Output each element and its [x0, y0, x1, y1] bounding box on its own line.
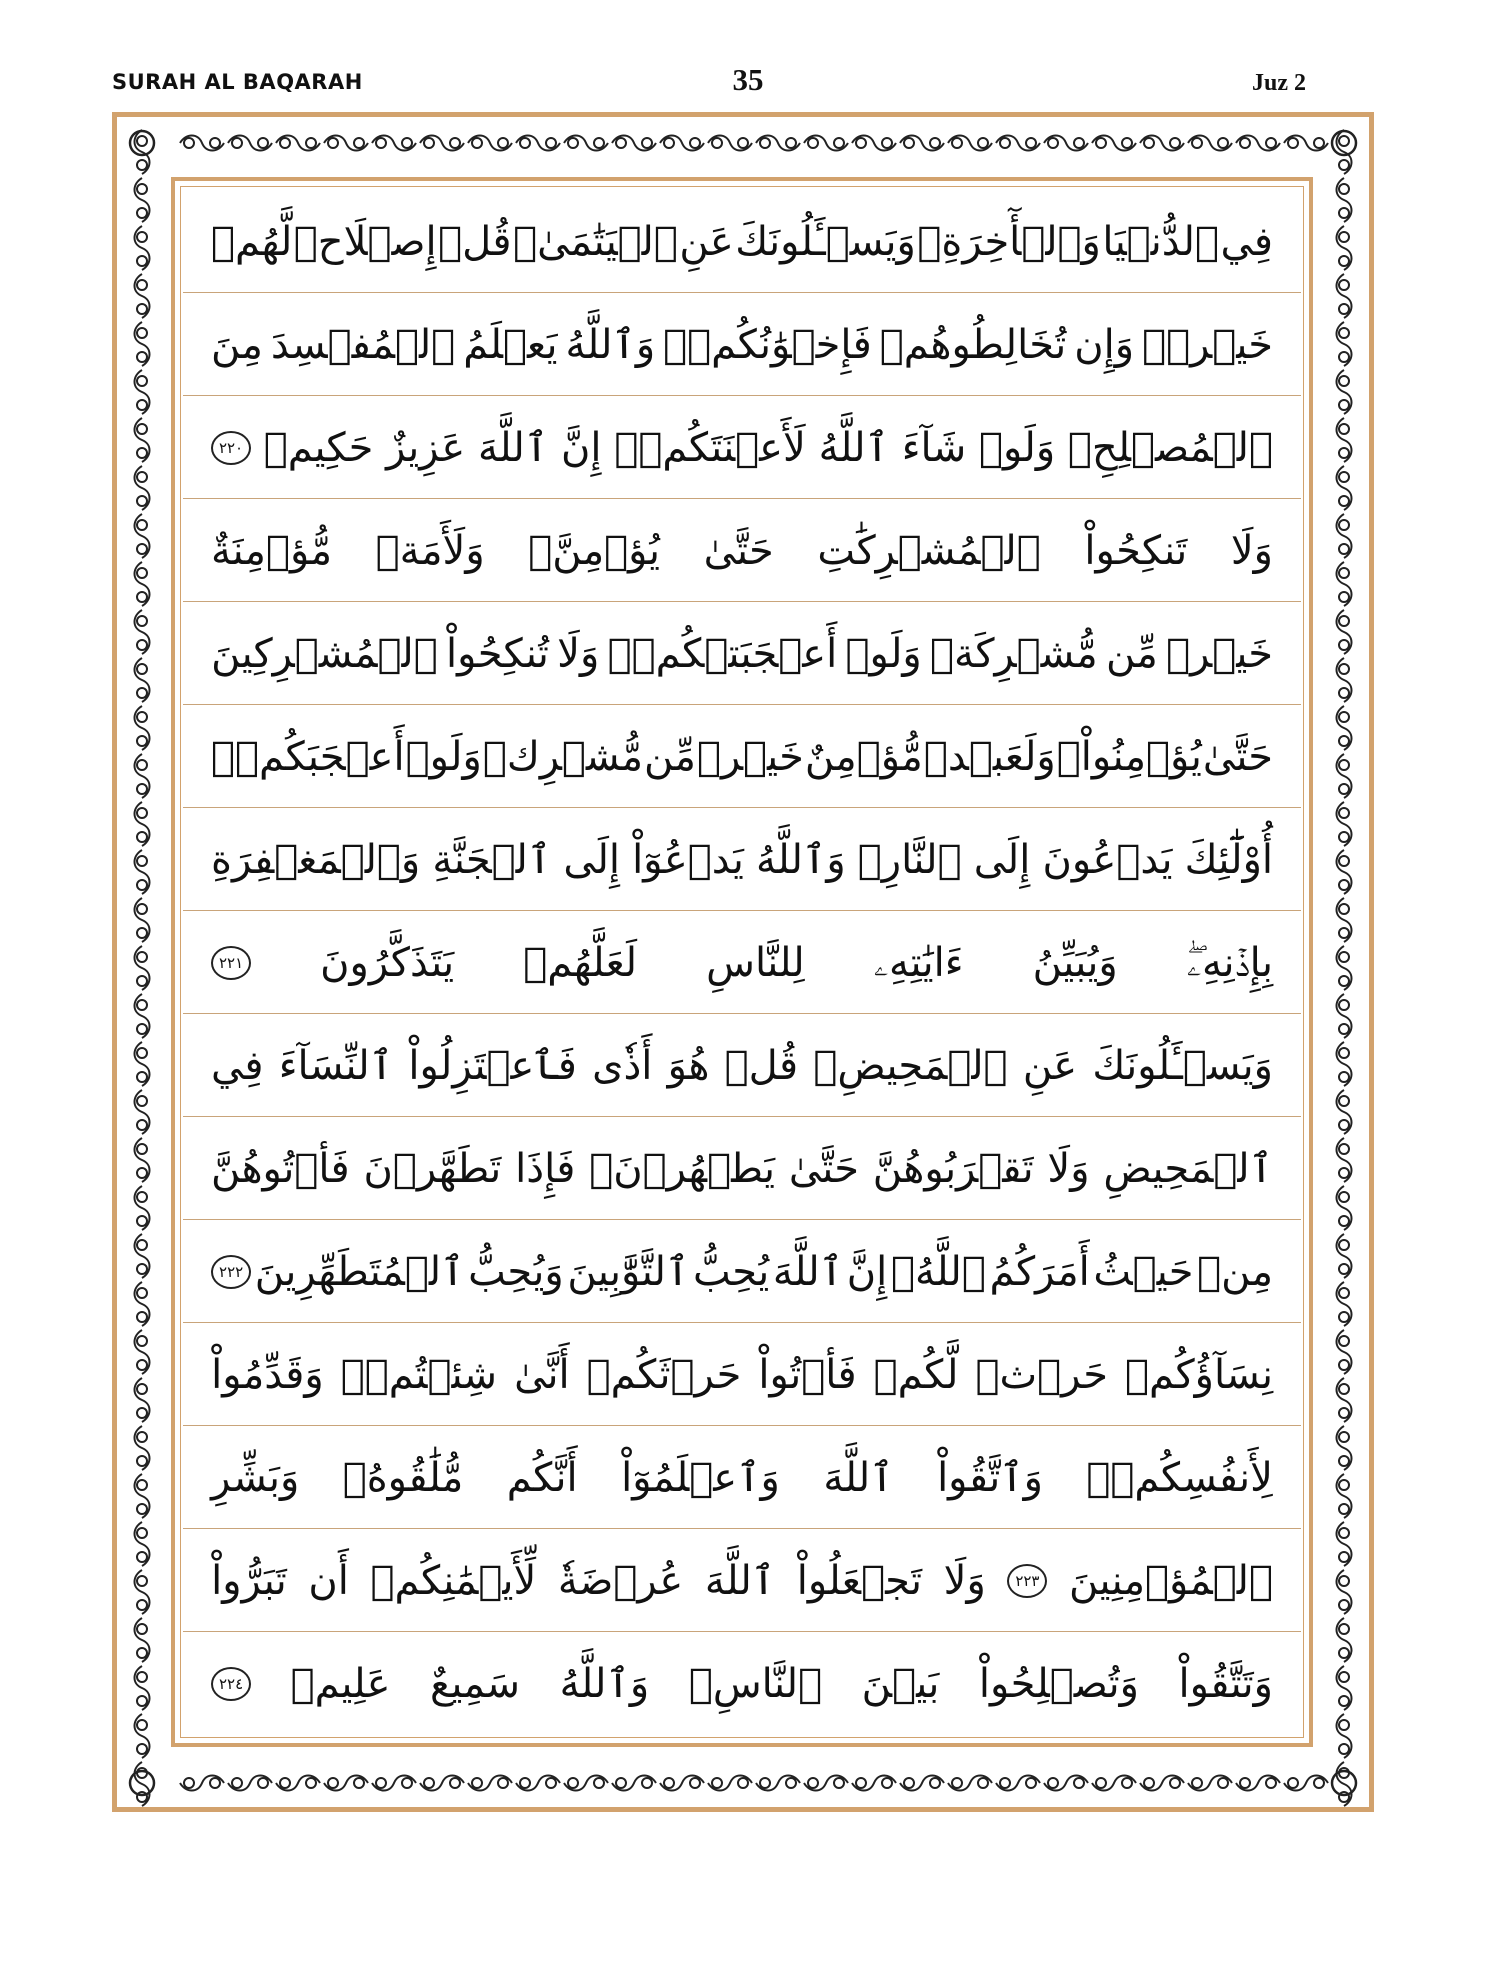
word: ٱلۡمُصۡلِحِۚ	[1067, 424, 1273, 471]
ornament-motif	[708, 1776, 752, 1791]
ornament-motif	[852, 136, 896, 151]
ornament-motif	[1337, 1762, 1352, 1806]
ornament-motif	[135, 370, 150, 414]
ornament-motif	[996, 1776, 1040, 1791]
left-border-ornament	[135, 130, 150, 1806]
word: حَتَّىٰ	[788, 1145, 859, 1192]
ornament-motif	[135, 754, 150, 798]
word: لِأَنفُسِكُمۡۚ	[1086, 1454, 1273, 1501]
ornament-motif	[1284, 1776, 1328, 1791]
ornament-motif	[1337, 1714, 1352, 1758]
ornament-motif	[852, 1776, 896, 1791]
ornament-motif	[1337, 850, 1352, 894]
word: مِنۡ	[1197, 1248, 1273, 1295]
ornament-motif	[1140, 136, 1184, 151]
ornament-motif	[1284, 136, 1328, 151]
word: لِّأَيۡمَٰنِكُمۡ	[370, 1557, 537, 1604]
word: ٱللَّهَ	[477, 424, 549, 471]
word: وَلَوۡ	[845, 630, 922, 677]
ornament-motif	[135, 1762, 150, 1806]
word: بَيۡنَ	[861, 1660, 940, 1707]
ornament-motif	[756, 1776, 800, 1791]
ornament-motif	[276, 136, 320, 151]
ornament-motif	[1337, 466, 1352, 510]
ornament-motif	[1337, 994, 1352, 1038]
ornament-motif	[180, 1776, 224, 1791]
word: عَنِ	[1022, 1042, 1078, 1089]
text-line	[183, 1323, 1301, 1426]
word: مُّشۡرِكٖ	[482, 733, 643, 780]
ornament-motif	[135, 562, 150, 606]
word: قُلۡ	[724, 1042, 799, 1089]
word: ٱللَّهُ	[818, 424, 889, 471]
word: وَلَأَمَةٞ	[375, 527, 485, 574]
ornament-motif	[1092, 1776, 1136, 1791]
word: ٱلۡمَحِيضِ	[1103, 1145, 1273, 1192]
word: حَكِيمٞ	[263, 424, 374, 471]
word: يُؤۡمِنَّۚ	[528, 527, 660, 574]
ornament-motif	[135, 1522, 150, 1566]
word: وَٱللَّهُ	[756, 836, 846, 883]
word: وَلَا	[557, 630, 600, 677]
ornament-motif	[1337, 1426, 1352, 1470]
word: وَلَا	[1230, 527, 1273, 574]
ornament-motif	[1337, 1618, 1352, 1662]
word: ٱلۡمُؤۡمِنِينَ	[1068, 1557, 1273, 1604]
ornament-motif	[1337, 1378, 1352, 1422]
ayah-number-marker: ٢٢١	[211, 946, 251, 980]
word: ٱلدُّنۡيَا	[1102, 218, 1219, 265]
word: بِإِذۡنِهِۦۖ	[1186, 939, 1273, 986]
word: ٱلنِّسَآءَ	[278, 1042, 394, 1089]
word: وَيَسۡـَٔلُونَكَ	[1092, 1042, 1273, 1089]
word: وَإِن	[1074, 321, 1135, 368]
word: أَن	[308, 1557, 349, 1604]
word: تَنكِحُواْ	[1084, 527, 1188, 574]
ornament-motif	[372, 1776, 416, 1791]
word: أَمَرَكُمُ	[989, 1248, 1090, 1295]
ayah-number-marker: ٢٢٣	[1007, 1564, 1047, 1598]
word: فَأۡتُواْ	[758, 1351, 857, 1398]
text-line	[183, 396, 1301, 499]
text-line	[183, 499, 1301, 602]
ornament-motif	[1337, 1282, 1352, 1326]
word: أَنَّىٰ	[514, 1351, 570, 1398]
text-line	[183, 190, 1301, 293]
word: وَٱتَّقُواْ	[937, 1454, 1043, 1501]
ornament-motif	[276, 1776, 320, 1791]
ornament-motif	[564, 1776, 608, 1791]
word: خَيۡرٞ	[696, 733, 804, 780]
word: ٱلنَّارِۖ	[857, 836, 962, 883]
word: إِنَّ	[561, 424, 602, 471]
word: نِسَآؤُكُمۡ	[1125, 1351, 1273, 1398]
ornament-motif	[135, 466, 150, 510]
word: ٱلۡيَتَٰمَىٰۖ	[513, 218, 678, 265]
word: مِّن	[1105, 630, 1158, 677]
ornament-motif	[1236, 1776, 1280, 1791]
ornament-motif	[135, 1618, 150, 1662]
ornament-motif	[135, 706, 150, 750]
word: عَنِ	[679, 218, 734, 265]
word: مِّن	[644, 733, 696, 780]
text-line	[183, 705, 1301, 808]
word: وَلَعَبۡدٞ	[923, 733, 1056, 780]
word: وَٱلۡمَغۡفِرَةِ	[211, 836, 421, 883]
ornament-motif	[1337, 706, 1352, 750]
word: حَيۡثُ	[1093, 1248, 1194, 1295]
ornament-motif	[1337, 322, 1352, 366]
ornament-motif	[660, 1776, 704, 1791]
ornament-motif	[1337, 754, 1352, 798]
word: ٱلۡمُشۡرِكِينَ	[211, 630, 438, 677]
right-border-ornament	[1337, 130, 1352, 1806]
ornament-motif	[135, 130, 150, 174]
word: حَرۡثٞ	[975, 1351, 1108, 1398]
ayah-number-marker: ٢٢٠	[211, 431, 251, 465]
word: إِلَى	[563, 836, 621, 883]
ornament-motif	[135, 850, 150, 894]
word: وَتَتَّقُواْ	[1178, 1660, 1273, 1707]
ornament-motif	[1337, 1138, 1352, 1182]
word: قُلۡ	[438, 218, 512, 265]
ornament-motif	[135, 226, 150, 270]
word: إِصۡلَاحٞ	[293, 218, 437, 265]
ornament-motif	[1337, 178, 1352, 222]
word: إِنَّ	[846, 1248, 888, 1295]
word: شَآءَ	[901, 424, 967, 471]
ornament-motif	[1337, 1042, 1352, 1086]
quran-text-lines	[183, 190, 1301, 1735]
ornament-motif	[900, 136, 944, 151]
ornament-motif	[804, 136, 848, 151]
word: وَبَشِّرِ	[211, 1454, 300, 1501]
word: لَأَعۡنَتَكُمۡۚ	[614, 424, 806, 471]
word: تَجۡعَلُواْ	[796, 1557, 923, 1604]
ornament-motif	[1337, 802, 1352, 846]
ornament-motif	[135, 898, 150, 942]
ornament-motif	[135, 514, 150, 558]
ornament-motif	[135, 1426, 150, 1470]
ornament-motif	[996, 136, 1040, 151]
ornament-motif	[1337, 418, 1352, 462]
word: وَٱلۡأٓخِرَةِۗ	[917, 218, 1101, 265]
ornament-motif	[612, 1776, 656, 1791]
text-line	[183, 1632, 1301, 1735]
ornament-motif	[1236, 136, 1280, 151]
page-number: 35	[732, 62, 764, 97]
word: تُخَالِطُوهُمۡ	[879, 321, 1067, 368]
text-line	[183, 1529, 1301, 1632]
text-line	[183, 602, 1301, 705]
ornament-motif	[135, 1138, 150, 1182]
ornament-motif	[228, 136, 272, 151]
text-line	[183, 911, 1301, 1014]
word: شِئۡتُمۡۖ	[340, 1351, 498, 1398]
word: وَيُحِبُّ	[468, 1248, 564, 1295]
ornament-motif	[564, 136, 608, 151]
word: أُوْلَٰٓئِكَ	[1184, 836, 1273, 883]
ornament-motif	[804, 1776, 848, 1791]
text-line	[183, 1426, 1301, 1529]
word: ٱللَّهَ	[704, 1557, 776, 1604]
word: ٱلۡجَنَّةِ	[432, 836, 552, 883]
word: عَزِيزٌ	[386, 424, 466, 471]
word: ٱلنَّاسِۚ	[688, 1660, 823, 1707]
ornament-motif	[1092, 136, 1136, 151]
ornament-motif	[1188, 136, 1232, 151]
ornament-motif	[135, 994, 150, 1038]
word: وَلَا	[1047, 1145, 1090, 1192]
word: لَعَلَّهُمۡ	[523, 939, 638, 986]
word: مِنَ	[211, 321, 263, 368]
word: يَدۡعُوٓاْ	[632, 836, 744, 883]
ornament-motif	[1337, 514, 1352, 558]
ornament-motif	[135, 1714, 150, 1758]
ornament-motif	[135, 1186, 150, 1230]
word: وَتُصۡلِحُواْ	[978, 1660, 1139, 1707]
ornament-motif	[1337, 610, 1352, 654]
ornament-motif	[135, 418, 150, 462]
word: أَذٗى	[592, 1042, 653, 1089]
ornament-motif	[135, 1666, 150, 1710]
ornament-motif	[612, 136, 656, 151]
word: ٱلۡمَحِيضِۖ	[813, 1042, 1008, 1089]
word: وَيَسۡـَٔلُونَكَ	[735, 218, 916, 265]
text-line	[183, 1220, 1301, 1323]
word: مُّؤۡمِنٌ	[804, 733, 923, 780]
ornament-motif	[900, 1776, 944, 1791]
word: وَٱللَّهُ	[559, 1660, 650, 1707]
ornament-motif	[135, 610, 150, 654]
word: فَإِذَا	[515, 1145, 576, 1192]
word: تَطَهَّرۡنَ	[363, 1145, 502, 1192]
ornament-motif	[135, 1282, 150, 1326]
word: إِلَى	[973, 836, 1031, 883]
ayah-number-marker: ٢٢٤	[211, 1667, 251, 1701]
ornament-motif	[135, 322, 150, 366]
word: ٱلتَّوَّٰبِينَ	[567, 1248, 690, 1295]
ornament-motif	[135, 1570, 150, 1614]
word: فِي	[211, 1042, 264, 1089]
word: ءَايَٰتِهِۦ	[873, 939, 964, 986]
ornament-motif	[420, 136, 464, 151]
word: حَرۡثَكُمۡ	[586, 1351, 742, 1398]
word: عَلِيمٞ	[290, 1660, 391, 1707]
ornament-motif	[180, 136, 224, 151]
ornament-motif	[1337, 1666, 1352, 1710]
word: ٱللَّهَ	[823, 1454, 894, 1501]
word: يُؤۡمِنُواْۚ	[1056, 733, 1202, 780]
ornament-motif	[1337, 898, 1352, 942]
word: سَمِيعٌ	[430, 1660, 521, 1707]
word: يُحِبُّ	[692, 1248, 770, 1295]
ornament-motif	[324, 1776, 368, 1791]
ornament-motif	[324, 136, 368, 151]
ornament-motif	[660, 136, 704, 151]
ornament-motif	[1337, 226, 1352, 270]
ornament-motif	[1337, 562, 1352, 606]
word: وَلَا	[943, 1557, 986, 1604]
ornament-motif	[708, 136, 752, 151]
word: تَبَرُّواْ	[211, 1557, 287, 1604]
text-line	[183, 1014, 1301, 1117]
word: تُنكِحُواْ	[446, 630, 549, 677]
ornament-motif	[135, 1234, 150, 1278]
juz-label: Juz 2	[1252, 70, 1306, 96]
ornament-motif	[1337, 658, 1352, 702]
word: مُّلَٰقُوهُۗ	[342, 1454, 464, 1501]
word: مُّشۡرِكَةٖ	[930, 630, 1098, 677]
ornament-motif	[372, 136, 416, 151]
word: ٱللَّهُۚ	[890, 1248, 986, 1295]
ornament-motif	[135, 802, 150, 846]
ornament-motif	[135, 274, 150, 318]
word: حَتَّىٰ	[703, 527, 774, 574]
ornament-motif	[1337, 1090, 1352, 1134]
word: خَيۡرٞ	[1166, 630, 1273, 677]
ornament-motif	[948, 136, 992, 151]
ornament-motif	[1337, 274, 1352, 318]
ornament-motif	[516, 136, 560, 151]
word: ٱللَّهَ	[772, 1248, 844, 1295]
ornament-motif	[1337, 1330, 1352, 1374]
word: وَلَوۡ	[978, 424, 1056, 471]
word: لَّهُمۡ	[211, 218, 293, 265]
word: ٱلۡمُتَطَهِّرِينَ	[254, 1248, 465, 1295]
surah-title: SURAH AL BAQARAH	[112, 70, 363, 94]
ornament-motif	[1337, 946, 1352, 990]
ornament-motif	[1044, 136, 1088, 151]
ayah-number-marker: ٢٢٢	[211, 1255, 251, 1289]
word: يَطۡهُرۡنَۖ	[589, 1145, 776, 1192]
word: ٱلۡمُشۡرِكَٰتِ	[817, 527, 1041, 574]
ornament-motif	[516, 1776, 560, 1791]
ornament-motif	[135, 1474, 150, 1518]
ornament-motif	[135, 1330, 150, 1374]
word: لَّكُمۡ	[873, 1351, 959, 1398]
word: يَدۡعُونَ	[1042, 836, 1173, 883]
bottom-border-ornament	[180, 1776, 1328, 1791]
word: يَعۡلَمُ	[463, 321, 558, 368]
ornament-motif	[135, 946, 150, 990]
word: وَقَدِّمُواْ	[211, 1351, 324, 1398]
ornament-motif	[135, 1090, 150, 1134]
ornament-motif	[1337, 1186, 1352, 1230]
word: تَقۡرَبُوهُنَّ	[872, 1145, 1034, 1192]
word: أَعۡجَبَتۡكُمۡۗ	[607, 630, 838, 677]
ornament-motif	[135, 658, 150, 702]
ornament-motif	[1337, 130, 1352, 174]
word: فَٱعۡتَزِلُواْ	[408, 1042, 577, 1089]
ornament-motif	[1337, 1522, 1352, 1566]
ornament-motif	[756, 136, 800, 151]
word: وَيُبَيِّنُ	[1032, 939, 1118, 986]
ornament-motif	[468, 1776, 512, 1791]
word: فَإِخۡوَٰنُكُمۡۚ	[663, 321, 872, 368]
text-line	[183, 808, 1301, 911]
ornament-motif	[1337, 370, 1352, 414]
ornament-motif	[468, 136, 512, 151]
ornament-motif	[1337, 1234, 1352, 1278]
ornament-motif	[1044, 1776, 1088, 1791]
word: مُّؤۡمِنَةٌ	[211, 527, 333, 574]
word: فَأۡتُوهُنَّ	[211, 1145, 350, 1192]
ornament-motif	[228, 1776, 272, 1791]
word: عُرۡضَةٗ	[557, 1557, 684, 1604]
ornament-motif	[135, 178, 150, 222]
word: أَنَّكُم	[506, 1454, 578, 1501]
word: لِلنَّاسِ	[706, 939, 805, 986]
ornament-motif	[135, 1378, 150, 1422]
word: فِي	[1220, 218, 1273, 265]
word: خَيۡرٞۖ	[1142, 321, 1273, 368]
word: وَلَوۡ	[405, 733, 482, 780]
ornament-motif	[420, 1776, 464, 1791]
text-line	[183, 1117, 1301, 1220]
ornament-motif	[1140, 1776, 1184, 1791]
word: وَٱللَّهُ	[565, 321, 656, 368]
word: ٱلۡمُفۡسِدَ	[270, 321, 456, 368]
word: يَتَذَكَّرُونَ	[320, 939, 455, 986]
ornament-motif	[135, 1042, 150, 1086]
ornament-motif	[948, 1776, 992, 1791]
ornament-motif	[1337, 1570, 1352, 1614]
word: وَٱعۡلَمُوٓاْ	[621, 1454, 780, 1501]
ornament-motif	[1337, 1474, 1352, 1518]
text-line	[183, 293, 1301, 396]
ornament-motif	[1188, 1776, 1232, 1791]
word: حَتَّىٰ	[1202, 733, 1273, 780]
word: أَعۡجَبَكُمۡۗ	[211, 733, 405, 780]
word: هُوَ	[667, 1042, 710, 1089]
